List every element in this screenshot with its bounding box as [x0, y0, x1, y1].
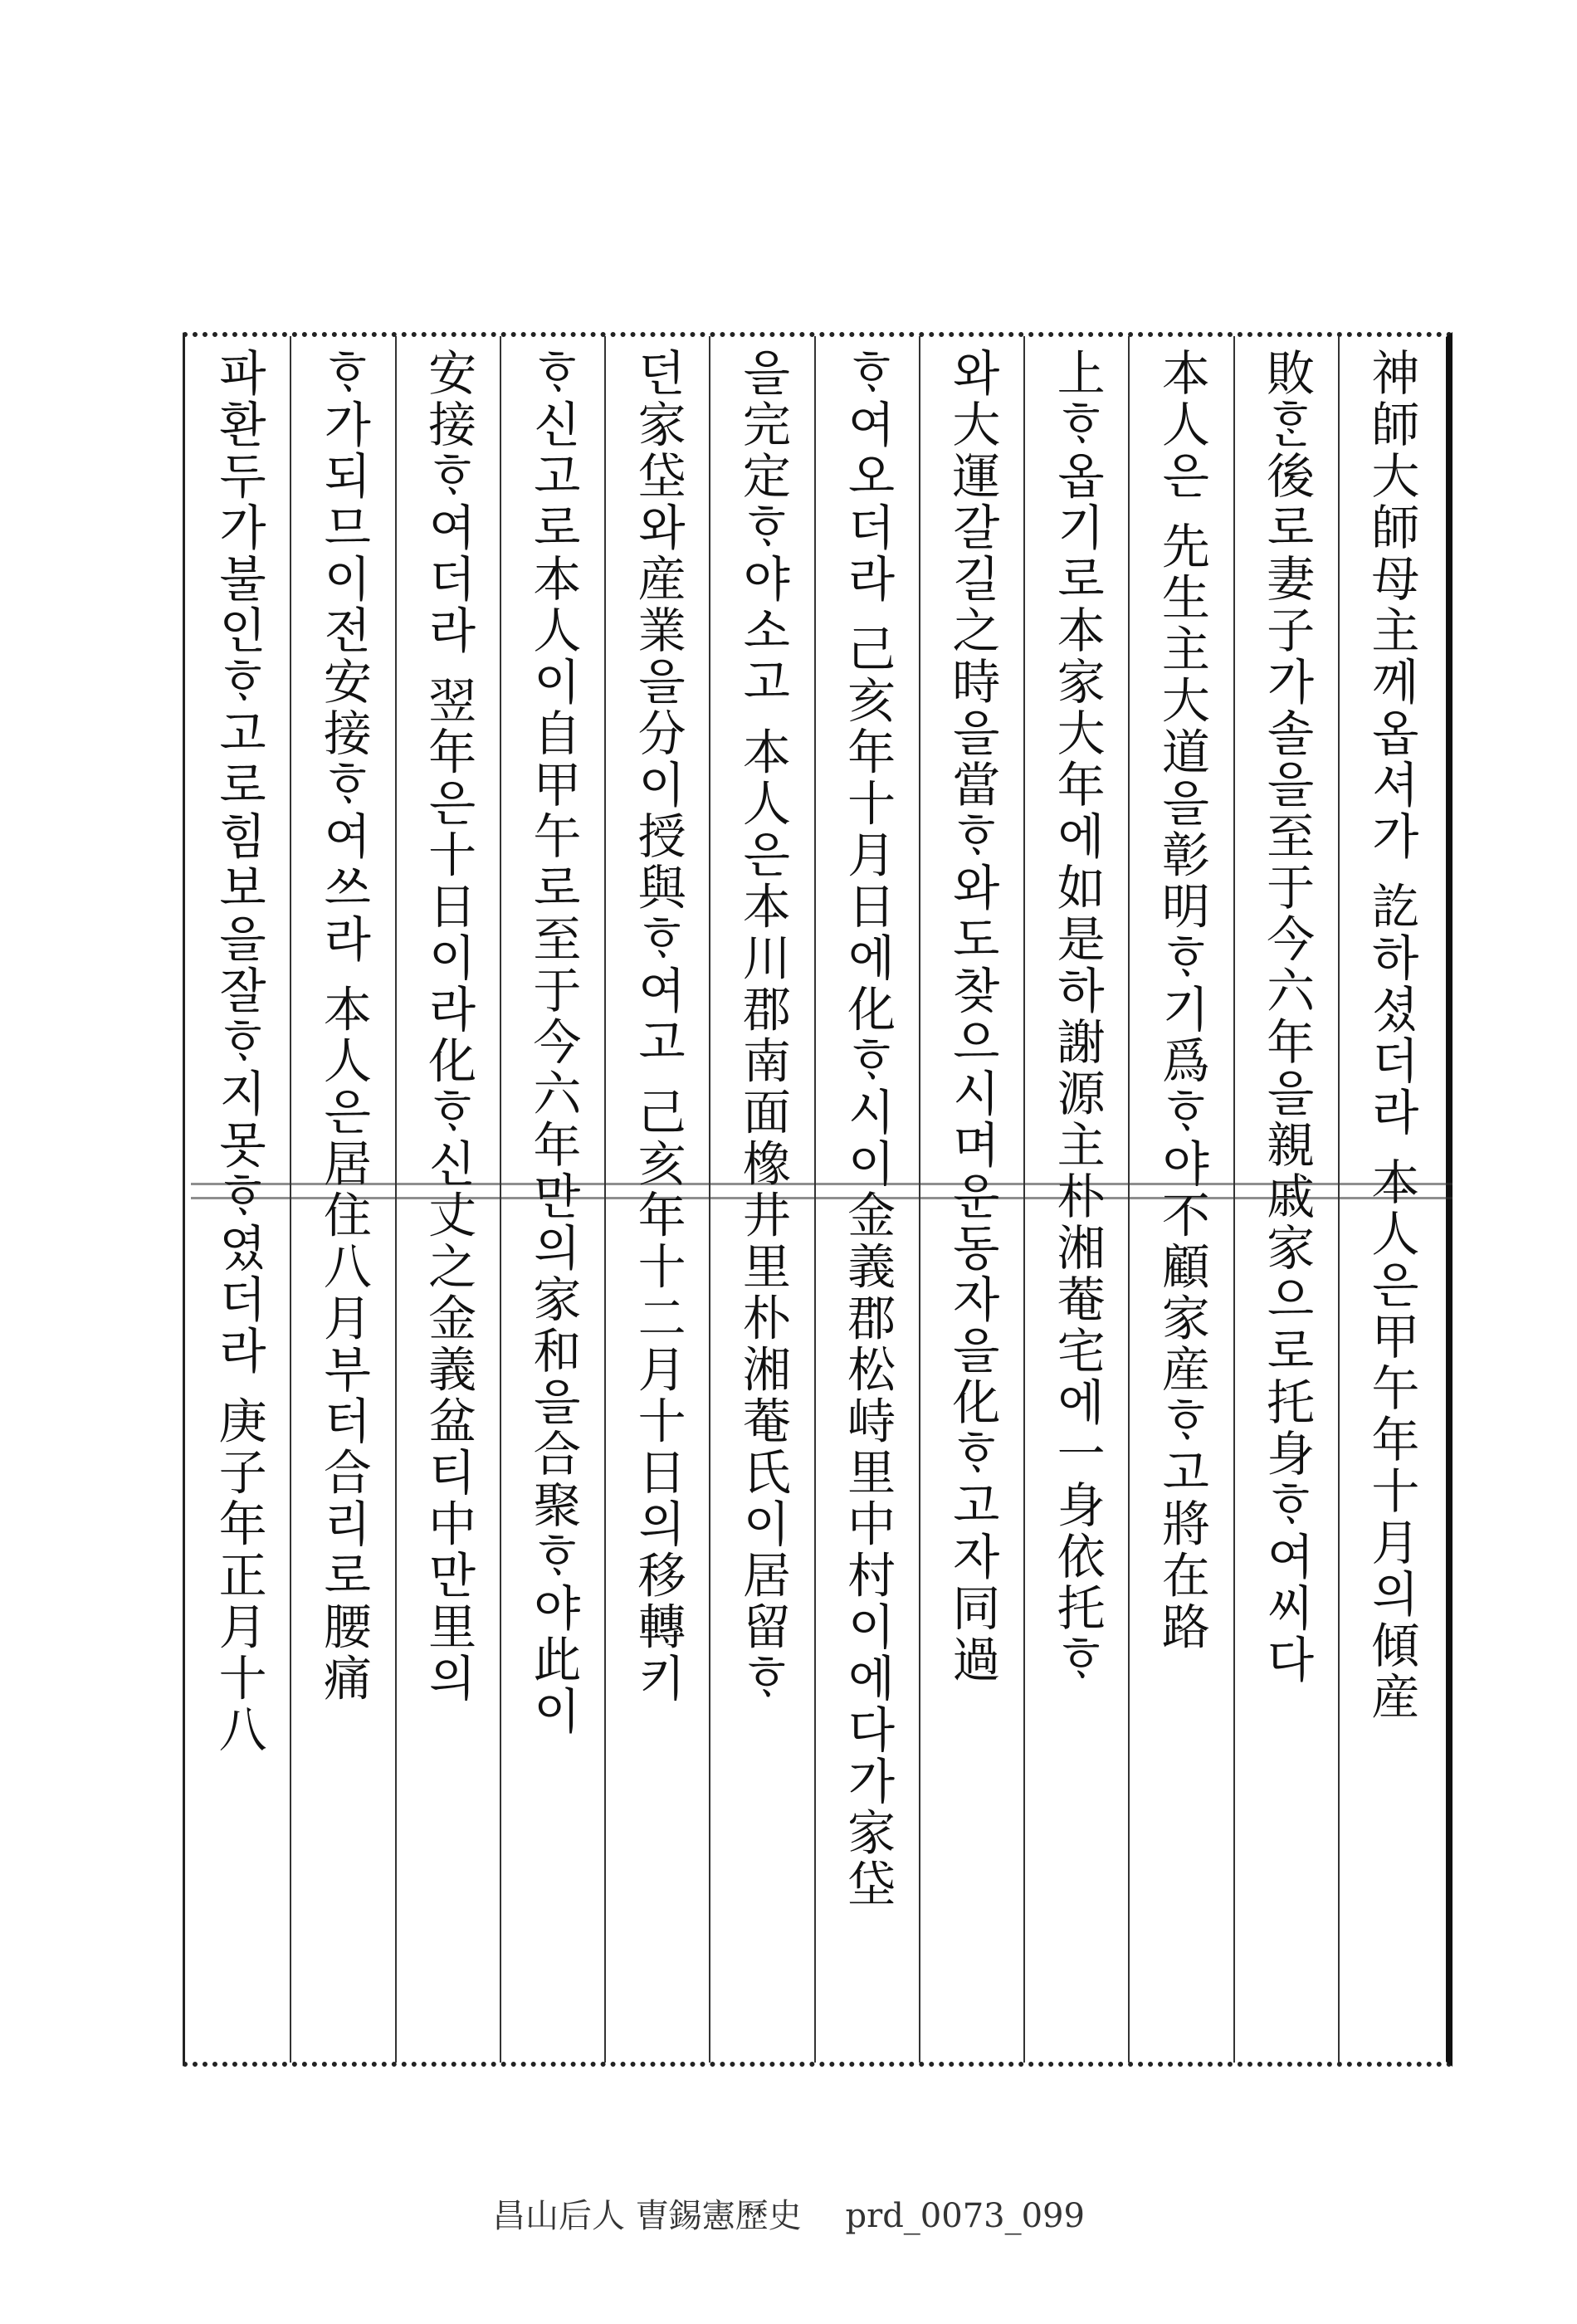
manuscript-column [919, 336, 1023, 2063]
manuscript-column [1023, 336, 1128, 2063]
column-text: ᄒᆞ신고로本人이自甲午로至于今六年만의家和을合聚ᄒᆞ야此이 [525, 348, 582, 1737]
column-text: 安接ᄒᆞ여더라 翌年은十日이라化ᄒᆞ신丈之金義盆티中만里의 [420, 348, 477, 1705]
manuscript-column [500, 336, 604, 2063]
column-text: 을完定ᄒᆞ야소고 本人은本川郡南面橡井里朴湘菴氏이居留ᄒᆞ [734, 348, 791, 1705]
collection-title: 昌山后人 曺錫憲歷史 [492, 2197, 802, 2235]
manuscript-column [187, 336, 290, 2063]
manuscript-columns [187, 336, 1443, 2063]
manuscript-column [709, 336, 813, 2063]
manuscript-column [814, 336, 919, 2063]
column-text: 本人은 先生主大道을彰明ᄒᆞ기爲ᄒᆞ야不顧家産ᄒᆞ고將在路 [1153, 348, 1210, 1653]
column-text: 上ᄒᆞ옵기로本家大年에如是하謝源主朴湘菴宅에一身依托ᄒᆞ [1048, 348, 1106, 1686]
column-text: ᄒᆞ가되므이전安接ᄒᆞ여쓰라 本人은居住八月부터合리로腰痛 [315, 348, 372, 1705]
column-text: 던家垈와産業을分이授與ᄒᆞ여고 己亥年十二月十日의移轉키 [629, 348, 686, 1705]
manuscript-column [395, 336, 500, 2063]
column-text: 敗ᄒᆞᆫ後로妻子가솔을至于今六年을親戚家으로托身ᄒᆞ여씨다 [1258, 348, 1316, 1686]
column-text: ᄒᆞ여오더라 己亥年十月日에化ᄒᆞ시이金義郡松峙里中村이에다가家垈 [839, 348, 896, 1911]
column-text: 파환두가불인ᄒᆞ고로힘보을잘ᄒᆞ지못ᄒᆞ였더라 庚子年正月十八 [210, 348, 267, 1756]
page-id: prd_0073_099 [845, 2197, 1085, 2235]
column-text: 神師大師母主께옵셔가 訖하셨더라 本人은甲午年十月의傾産 [1363, 348, 1420, 1723]
manuscript-column [290, 336, 394, 2063]
manuscript-column [1338, 336, 1443, 2063]
manuscript-column [604, 336, 709, 2063]
manuscript-column [1128, 336, 1233, 2063]
page-footer [0, 2190, 1577, 2237]
manuscript-column [1233, 336, 1338, 2063]
column-text: 와大運갈길之時을當ᄒᆞ와도찾으시며운동자을化ᄒᆞ고자同過 [944, 348, 1001, 1686]
